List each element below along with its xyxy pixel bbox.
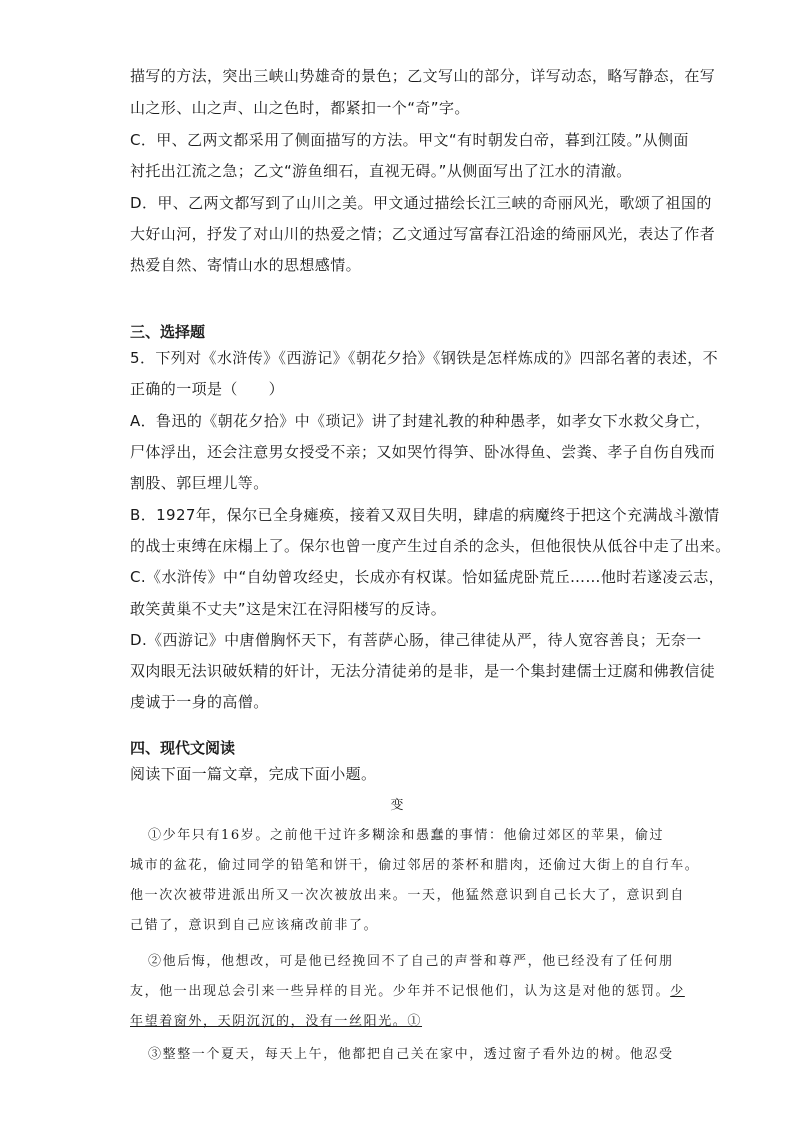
option-a-line: 尸体浮出，还会注意男女授受不亲；又如哭竹得笋、卧冰得鱼、尝粪、孝子自伤自残而 [130,443,716,461]
option-c-line: 敢笑黄巢不丈夫”这是宋江在浔阳楼写的反诗。 [130,600,447,618]
question-stem: 正确的一项是（ ） [130,380,285,398]
article-paragraph-line: ③整整一个夏天，每天上午，他都把自己关在家中，透过窗子看外边的树。他忍受 [148,1047,674,1062]
option-c-line: 衬托出江流之急；乙文“游鱼细石，直视无碍。”从侧面写出了江水的清澈。 [130,162,632,180]
option-d-line: D.《西游记》中唐僧胸怀天下，有菩萨心肠，律己律徒从严，待人宽容善良；无奈一 [130,631,702,649]
option-c-line: C.《水浒传》中“自幼曾攻经史，长成亦有权谋。恰如猛虎卧荒丘……他时若遂凌云志， [130,568,725,586]
option-d-line: 热爱自然、寄情山水的思想感情。 [130,256,362,274]
article-paragraph-line: 城市的盆花，偷过同学的铅笔和饼干，偷过邻居的茶杯和腊肉，还偷过大街上的自行车。 [130,858,700,873]
option-d-line: 双肉眼无法识破妖精的奸计，无法分清徒弟的是非，是一个集封建儒士迂腐和佛教信徒 [130,662,716,680]
option-a-line: 割股、郭巨埋儿等。 [130,474,269,492]
option-b-line: 的战士束缚在床榻上了。保尔也曾一度产生过自杀的念头，但他很快从低谷中走了出来。 [130,537,731,555]
article-paragraph-line: ①少年只有16岁。之前他干过许多糊涂和愚蠢的事情：他偷过郊区的苹果，偷过 [148,828,665,843]
article-title: 变 [390,798,404,813]
section-heading: 三、选择题 [130,323,206,341]
option-a-line: A．鲁迅的《朝花夕拾》中《琐记》讲了封建礼教的种种愚孝，如孝女下水救父身亡， [130,412,711,430]
option-d-line: 虔诚于一身的高僧。 [130,693,269,711]
article-paragraph-line: ②他后悔，他想改，可是他已经挽回不了自己的声誉和尊严，他已经没有了任何朋 [148,954,674,969]
article-paragraph-line: 他一次次被带进派出所又一次次被放出来。一天，他猛然意识到自己长大了，意识到自 [130,888,685,903]
option-c-line: C．甲、乙两文都采用了侧面描写的方法。甲文“有时朝发白帝，暮到江陵。”从侧面 [130,131,689,149]
plain-text: 友，他一出现总会引来一些异样的目光。少年并不记恨他们，认为这是对他的惩罚。 [130,984,671,999]
section-heading: 四、现代文阅读 [130,739,236,757]
option-d-line: D．甲、乙两文都写到了山川之美。甲文通过描绘长江三峡的奇丽风光，歌颂了祖国的 [130,194,712,212]
question-stem: 5．下列对《水浒传》《西游记》《朝花夕拾》《钢铁是怎样炼成的》四部名著的表述，不 [130,349,719,367]
article-paragraph-line [130,983,685,1001]
underlined-sentence: 少 [670,984,685,999]
text-line: 描写的方法，突出三峡山势雄奇的景色；乙文写山的部分，详写动态，略写静态，在写 [130,67,716,85]
option-d-line: 大好山河，抒发了对山川的热爱之情；乙文通过写富春江沿途的绮丽风光，表达了作者 [130,225,716,243]
article-paragraph-line: 己错了，意识到自己应该痛改前非了。 [130,918,379,933]
underlined-sentence: 年望着窗外，天阴沉沉的，没有一丝阳光。① [130,1014,423,1029]
option-b-line: B．1927年，保尔已全身瘫痪，接着又双目失明，肆虐的病魔终于把这个充满战斗激情 [130,506,720,524]
text-line: 山之形、山之声、山之色时，都紧扣一个“奇”字。 [130,99,470,117]
reading-instruction: 阅读下面一篇文章，完成下面小题。 [130,765,377,783]
